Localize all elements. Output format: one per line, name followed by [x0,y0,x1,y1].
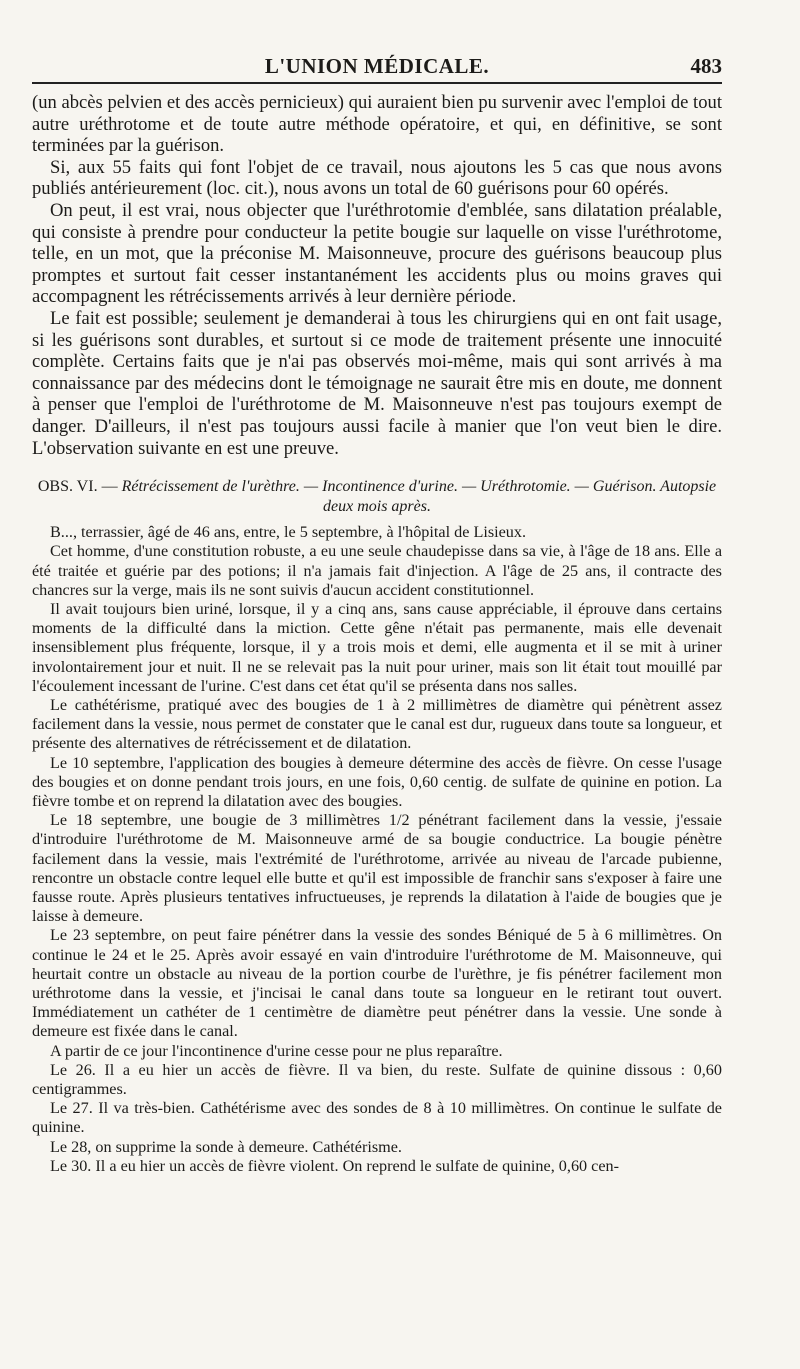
paragraph: On peut, il est vrai, nous objecter que l'uréthrotomie d'emblée, sans dilatation préalable, qui consiste à prendre pour conducteur la petite bougie sur laquelle on visse l'uréthrotome, telle, en un mot, que la préconise M. Maisonneuve, procure des guérisons beaucoup plus promptes et surtout fait cesser instantanément les accidents plus ou moins graves qui accompagnent les rétrécissements arrivés à leur dernière période. [32,199,722,308]
paragraph: (un abcès pelvien et des accès pernicieux) qui auraient bien pu survenir avec l'emploi de tout autre uréthrotome et de toute autre méthode opératoire, et qui, en définitive, se sont terminées par la guérison. [32,92,722,157]
case-paragraph: Cet homme, d'une constitution robuste, a eu une seule chaudepisse dans sa vie, à l'âge de 18 ans. Elle a été traitée et guérie par des potions; il n'a jamais fait d'injection. A l'âge de 25 ans, il contracte des chancres sur la verge, mais ils ne sont suivis d'aucun accident constitutionnel. [32,542,722,599]
running-title: L'UNION MÉDICALE. [264,54,490,78]
observation-title: Rétrécissement de l'urèthre. — Incontinence d'urine. — Uréthrotomie. — Guérison. Autopsie deux mois après. [121,478,717,516]
case-paragraph: Il avait toujours bien uriné, lorsque, il y a cinq ans, sans cause appréciable, il éprouve dans certains moments de la difficulté dans la miction. Cette gêne n'était pas permanente, mais elle devenait insensiblement plus fréquente, lorsque, il y a trois mois et demi, elle augmenta et il se mit à uriner involontairement jour et nuit. Il ne se relevait pas la nuit pour uriner, mais son lit était tout mouillé par l'écoulement incessant de l'urine. C'est dans cet état qu'il se présenta dans nos salles. [32,599,722,695]
case-paragraph: Le 27. Il va très-bien. Cathétérisme avec des sondes de 8 à 10 millimètres. On continue le sulfate de quinine. [32,1099,722,1137]
observation-number: OBS. VI. — [37,478,122,496]
case-paragraph: Le 10 septembre, l'application des bougies à demeure détermine des accès de fièvre. On cesse l'usage des bougies et on donne pendant trois jours, en une fois, 0,60 centig. de sulfate de quinine en potion. La fièvre tombe et on reprend la dilatation avec des bougies. [32,753,722,810]
paragraph: Si, aux 55 faits qui font l'objet de ce travail, nous ajoutons les 5 cas que nous avons publiés antérieurement (loc. cit.), nous avons un total de 60 guérisons pour 60 opérés. [32,156,722,200]
case-paragraph: Le cathétérisme, pratiqué avec des bougies de 1 à 2 millimètres de diamètre qui pénètrent assez facilement dans la vessie, nous permet de constater que le canal est dur, rugueux dans toute sa longueur, et présente des alternatives de rétrécissement et de dilatation. [32,695,722,753]
observation-heading [32,477,722,517]
case-paragraph: Le 23 septembre, on peut faire pénétrer dans la vessie des sondes Béniqué de 5 à 6 millimètres. On continue le 24 et le 25. Après avoir essayé en vain d'introduire l'uréthrotome de M. Maisonneuve, qui heurtait contre un obstacle au niveau de la portion courbe de l'urèthre, je fis pénétrer facilement mon uréthrotome dans la vessie, et j'incisai le canal dans toute sa longueur en le retirant tout ouvert. Immédiatement un cathéter de 1 centimètre de diamètre peut pénétrer dans la vessie. Une sonde à demeure est fixée dans le canal. [32,926,722,1041]
paragraph: Le fait est possible; seulement je demanderai à tous les chirurgiens qui en ont fait usage, si les guérisons sont durables, et surtout si ce mode de traitement présente une innocuité complète. Certains faits que je n'ai pas observés moi-même, mais qui sont arrivés à ma connaissance par des médecins dont le témoignage ne saurait être mis en doute, me donnent à penser que l'emploi de l'uréthrotome de M. Maisonneuve n'est pas toujours exempt de danger. D'ailleurs, il n'est pas toujours aussi facile à manier que l'on veut bien le dire. L'observation suivante en est une preuve. [32,307,722,459]
case-paragraph: Le 28, on supprime la sonde à demeure. Cathétérisme. [50,1137,402,1156]
case-paragraph: Le 30. Il a eu hier un accès de fièvre violent. On reprend le sulfate de quinine, 0,60 cen- [50,1156,620,1175]
page-header [32,48,722,84]
case-paragraph: Le 18 septembre, une bougie de 3 millimètres 1/2 pénétrant facilement dans la vessie, j'essaie d'introduire l'uréthrotome de M. Maisonneuve armé de sa bougie conductrice. La bougie pénètre facilement dans la vessie, mais l'extrémité de l'uréthrotome, arrivée au niveau de l'arcade pubienne, rencontre un obstacle contre lequel elle butte et qu'il est impossible de franchir sans s'exposer à faire une fausse route. Après plusieurs tentatives infructueuses, je reprends la dilatation à l'aide de bougies que je laisse à demeure. [32,811,722,926]
page-body [32,92,722,1176]
case-paragraph: Le 26. Il a eu hier un accès de fièvre. Il va bien, du reste. Sulfate de quinine dissous : 0,60 centigrammes. [32,1060,722,1098]
case-paragraph: B..., terrassier, âgé de 46 ans, entre, le 5 septembre, à l'hôpital de Lisieux. [50,523,527,542]
case-paragraph: A partir de ce jour l'incontinence d'urine cesse pour ne plus reparaître. [50,1041,503,1060]
page-number: 483 [690,54,722,78]
